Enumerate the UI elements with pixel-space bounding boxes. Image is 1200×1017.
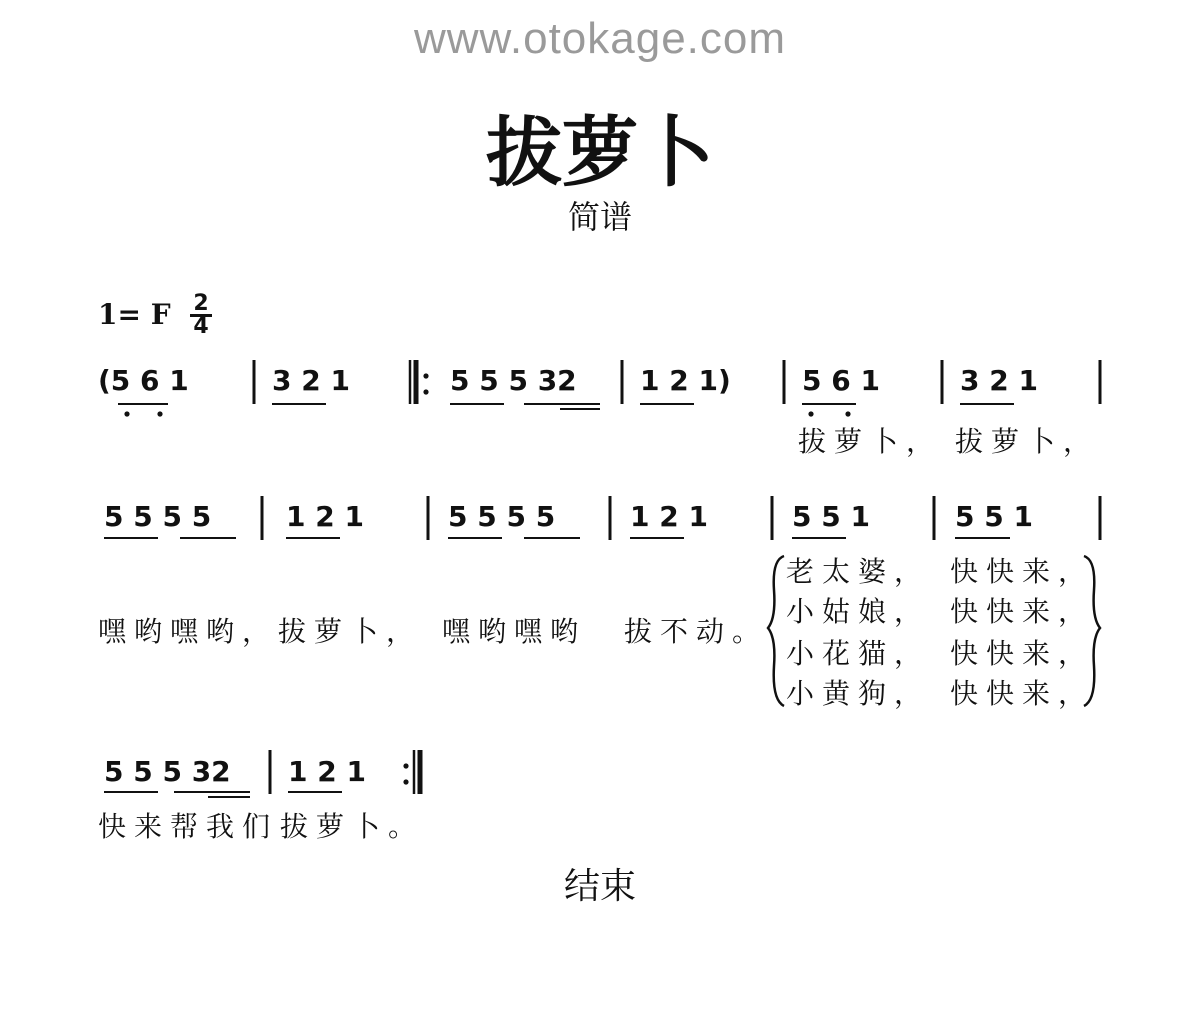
verse-4-b: 快快来， (950, 677, 1095, 710)
repeat-dot (423, 389, 428, 394)
octave-dot (124, 411, 129, 416)
lyric-1-1: 拔萝卜， (798, 425, 943, 458)
measure-2-6: 5 5 1 (955, 500, 1033, 533)
lyric-3-2: 拔萝卜。 (280, 810, 425, 843)
verse-2-a: 小姑娘， (786, 595, 931, 628)
measure-2-5: 5 5 1 (792, 500, 870, 533)
measure-2-2: 1 2 1 (286, 500, 364, 533)
measure-3-1: 5 5 5 32 (104, 755, 231, 788)
lyric-2-3: 拔不动。 (624, 615, 769, 648)
octave-dot (808, 411, 813, 416)
measure-1-2: 3 2 1 (272, 364, 350, 397)
measure-1-5: 5 6 1 (802, 364, 880, 397)
left-brace (768, 556, 784, 706)
measure-1-3: 5 5 5 32 (450, 364, 577, 397)
measure-3-2: 1 2 1 (288, 755, 366, 788)
measure-2-4: 1 2 1 (630, 500, 708, 533)
verse-1-a: 老太婆， (786, 555, 931, 588)
subtitle: 简谱 (567, 198, 632, 236)
measure-2-1: 5 5 5 5 (104, 500, 212, 533)
key-signature: 1= F (98, 298, 171, 331)
time-signature-bottom: 4 (193, 314, 209, 339)
time-signature-top: 2 (190, 294, 212, 317)
song-title: 拔萝卜 (486, 108, 714, 197)
verse-2-b: 快快来， (950, 595, 1095, 628)
octave-dot (157, 411, 162, 416)
verse-3-a: 小花猫， (786, 637, 931, 670)
octave-dot (845, 411, 850, 416)
verse-1-b: 快快来， (950, 555, 1095, 588)
repeat-dot (403, 763, 408, 768)
measure-2-3: 5 5 5 5 (448, 500, 556, 533)
measure-1-1: (5 6 1 (98, 364, 189, 397)
lyric-3-1: 快来帮我们 (98, 810, 279, 843)
verse-3-b: 快快来， (950, 637, 1095, 670)
verse-4-a: 小黄狗， (786, 677, 931, 710)
right-brace (1084, 556, 1100, 706)
lyric-2-1: 嘿哟嘿哟，拔萝卜， (98, 615, 423, 648)
measure-1-6: 3 2 1 (960, 364, 1038, 397)
measure-1-4: 1 2 1) (640, 364, 731, 397)
ending-mark: 结束 (563, 866, 636, 907)
watermark: www.otokage.com (413, 14, 787, 63)
lyric-2-2: 嘿哟嘿哟 (442, 615, 587, 648)
repeat-dot (423, 373, 428, 378)
lyric-1-2: 拔萝卜， (955, 425, 1100, 458)
repeat-dot (403, 779, 408, 784)
